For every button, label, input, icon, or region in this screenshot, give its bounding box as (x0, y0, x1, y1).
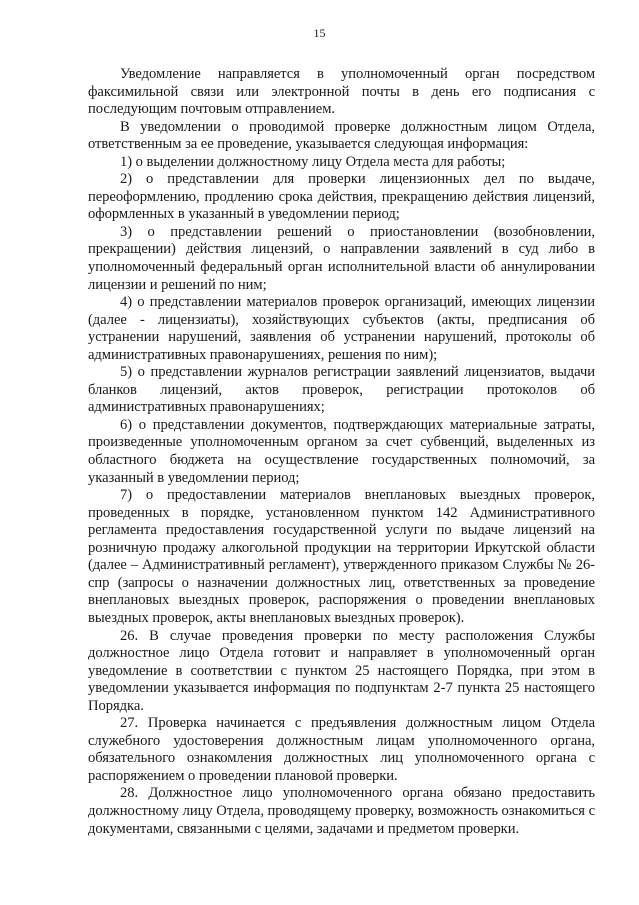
document-body (88, 66, 595, 838)
paragraph-item-1: 1) о выделении должностному лицу Отдела места для работы; (120, 153, 506, 170)
paragraph-item-5: 5) о представлении журналов регистрации заявлений лицензиатов, выдачи бланков лицензий, актов проверок, регистрации протоколов об административных правонарушениях; (88, 364, 595, 416)
paragraph-item-3: 3) о представлении решений о приостановлении (возобновлении, прекращении) действия лицензий, о направлении заявлений в суд либо в уполномоченный федеральный орган исполнительной власти об аннулировании лицензии и решений по ним; (88, 223, 595, 293)
paragraph-notification-delivery: Уведомление направляется в уполномоченный орган посредством факсимильной связи или электронной почты в день его подписания с последующим почтовым отправлением. (88, 66, 595, 118)
paragraph-item-4: 4) о представлении материалов проверок организаций, имеющих лицензии (далее - лицензиаты), хозяйствующих субъектов (акты, предписания об устранении нарушений, заявления об устранении нарушений, протоколы об административных правонарушениях, решения по ним); (88, 294, 595, 363)
paragraph-clause-26: 26. В случае проведения проверки по месту расположения Службы должностное лицо Отдела готовит и направляет в уполномоченный орган уведомление в соответствии с пунктом 25 настоящего Порядка, при этом в уведомлении указывается информация по подпунктам 2-7 пункта 25 настоящего Порядка. (88, 627, 595, 714)
paragraph-clause-27: 27. Проверка начинается с предъявления должностным лицом Отдела служебного удостоверения должностным лицам уполномоченного органа, обязательного ознакомления должностных лиц уполномоченного органа с распоряжением о проведении плановой проверки. (88, 715, 595, 784)
paragraph-clause-28: 28. Должностное лицо уполномоченного органа обязано предоставить должностному лицу Отдела, проводящему проверку, возможность ознакомиться с документами, связанными с целями, задачами и предметом проверки. (88, 785, 595, 837)
paragraph-item-7: 7) о предоставлении материалов внеплановых выездных проверок, проведенных в порядке, установленном пунктом 142 Административного регламента предоставления государственной услуги по выдаче лицензий на розничную продажу алкогольной продукции на территории Иркутской области (далее – Административный регламент), утвержденного приказом Службы № 26-спр (запросы о назначении должностных лиц, ответственных за проведение внеплановых выездных проверок, распоряжения о проведении внеплановых выездных проверок, акты внеплановых выездных проверок). (88, 487, 595, 626)
paragraph-notification-contents: В уведомлении о проводимой проверке должностным лицом Отдела, ответственным за ее проведение, указывается следующая информация: (88, 118, 595, 153)
paragraph-item-6: 6) о представлении документов, подтверждающих материальные затраты, произведенные уполномоченным органом за счет субвенций, выделенных из областного бюджета на осуществление государственных полномочий, за указанный в уведомлении период; (88, 416, 595, 486)
page-number: 15 (313, 26, 326, 40)
paragraph-item-2: 2) о представлении для проверки лицензионных дел по выдаче, переоформлению, продлению срока действия, прекращению действия лицензий, оформленных в указанный в уведомлении период; (88, 171, 595, 223)
